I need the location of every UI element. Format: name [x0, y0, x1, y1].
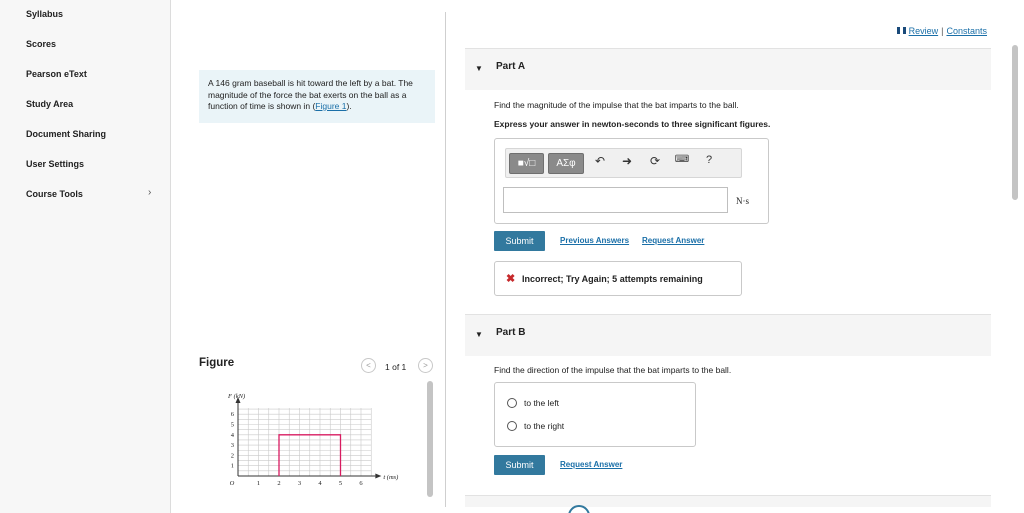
- choice-right[interactable]: [507, 421, 564, 431]
- part-b-question: Find the direction of the impulse that the bat imparts to the ball.: [494, 365, 732, 375]
- next-part-header: [465, 495, 991, 507]
- symbols-button[interactable]: ΑΣφ: [548, 153, 584, 174]
- x-tick-label: 1: [256, 480, 261, 487]
- figure-scrollbar[interactable]: [427, 381, 433, 497]
- undo-icon[interactable]: ↶: [594, 154, 606, 168]
- x-axis-arrow: [375, 474, 381, 479]
- nav-item-scores[interactable]: Scores: [26, 39, 57, 49]
- x-tick-label: 4: [318, 480, 322, 487]
- part-a-title: Part A: [496, 61, 526, 72]
- part-b-header[interactable]: [465, 314, 991, 356]
- y-axis-label: F (kN): [228, 393, 246, 401]
- nav-item-course-tools[interactable]: Course Tools: [26, 189, 83, 199]
- header-links: [897, 26, 987, 36]
- y-tick-label: 2: [230, 452, 234, 460]
- nav-item-user-settings[interactable]: User Settings: [26, 159, 85, 169]
- caret-down-icon[interactable]: ▼: [475, 330, 483, 339]
- review-icon: [897, 27, 906, 34]
- x-tick-label: 3: [297, 480, 302, 487]
- part-a-instruction: Express your answer in newton-seconds to three significant figures.: [494, 119, 771, 129]
- nav-item-study-area[interactable]: Study Area: [26, 99, 74, 109]
- nav-item-pearson-etext[interactable]: Pearson eText: [26, 69, 87, 79]
- y-tick-label: 3: [230, 442, 234, 450]
- constants-link[interactable]: Constants: [946, 26, 987, 36]
- feedback-box: [494, 261, 742, 296]
- part-a-submit-button[interactable]: Submit: [494, 231, 545, 251]
- x-tick-label: 2: [277, 480, 281, 487]
- y-tick-label: 4: [230, 431, 234, 439]
- x-tick-label: 6: [359, 480, 363, 487]
- unit-label: N·s: [736, 196, 749, 206]
- reset-icon[interactable]: ⟳: [649, 154, 661, 168]
- problem-text: A 146 gram baseball is hit toward the left by a bat. The magnitude of the force the bat exerts on the ball as a function of time is shown in: [208, 78, 413, 111]
- redo-icon[interactable]: ➜: [621, 154, 633, 168]
- figure-link[interactable]: Figure 1: [315, 101, 347, 111]
- templates-button[interactable]: ■√□: [509, 153, 544, 174]
- help-button[interactable]: ?: [705, 154, 713, 166]
- answer-panel: [494, 138, 769, 224]
- part-a-question: Find the magnitude of the impulse that the bat imparts to the ball.: [494, 100, 739, 110]
- chevron-right-icon: >: [423, 361, 428, 370]
- answer-input[interactable]: [503, 187, 728, 213]
- choice-left[interactable]: [507, 398, 559, 408]
- keyboard-icon[interactable]: ⌨: [674, 154, 690, 165]
- math-toolbar: [505, 148, 742, 178]
- origin-label: O: [229, 480, 235, 487]
- part-b-request-answer-link[interactable]: Request Answer: [560, 460, 623, 469]
- radio-icon[interactable]: [507, 421, 517, 431]
- figure-count: 1 of 1: [385, 362, 407, 372]
- force-time-graph: [220, 392, 400, 492]
- nav-item-document-sharing[interactable]: Document Sharing: [26, 129, 107, 139]
- review-link[interactable]: Review: [908, 26, 939, 36]
- part-a-header[interactable]: [465, 48, 991, 90]
- part-b-title: Part B: [496, 327, 526, 338]
- y-tick-label: 5: [230, 421, 234, 429]
- choice-right-label: to the right: [524, 421, 565, 431]
- close-x-icon: ✖: [506, 273, 516, 285]
- problem-paren-open: (: [312, 101, 316, 111]
- radio-icon[interactable]: [507, 398, 517, 408]
- part-a-request-answer-link[interactable]: Request Answer: [642, 236, 705, 245]
- graph-grid: [238, 408, 371, 476]
- problem-paren-close: ).: [346, 101, 352, 111]
- chevron-left-icon: <: [366, 361, 371, 370]
- caret-down-icon[interactable]: ▼: [475, 64, 483, 73]
- figure-title: Figure: [199, 357, 235, 369]
- link-separator: |: [941, 26, 944, 36]
- x-axis-label: t (ms): [383, 474, 399, 481]
- column-divider: [445, 12, 446, 507]
- figure-next-button[interactable]: [418, 358, 433, 373]
- problem-statement: [199, 70, 435, 123]
- y-tick-label: 6: [230, 411, 234, 419]
- chevron-right-icon[interactable]: ›: [148, 187, 152, 198]
- direction-choices: [494, 382, 696, 447]
- figure-prev-button[interactable]: [361, 358, 376, 373]
- page-scrollbar[interactable]: [1012, 45, 1018, 200]
- course-nav: [0, 0, 171, 513]
- feedback-message: Incorrect; Try Again; 5 attempts remaining: [522, 274, 703, 284]
- previous-answers-link[interactable]: Previous Answers: [560, 236, 630, 245]
- nav-item-syllabus[interactable]: Syllabus: [26, 9, 64, 19]
- x-tick-label: 5: [338, 480, 343, 487]
- y-tick-label: 1: [230, 462, 234, 470]
- choice-left-label: to the left: [524, 398, 559, 408]
- part-b-submit-button[interactable]: Submit: [494, 455, 545, 475]
